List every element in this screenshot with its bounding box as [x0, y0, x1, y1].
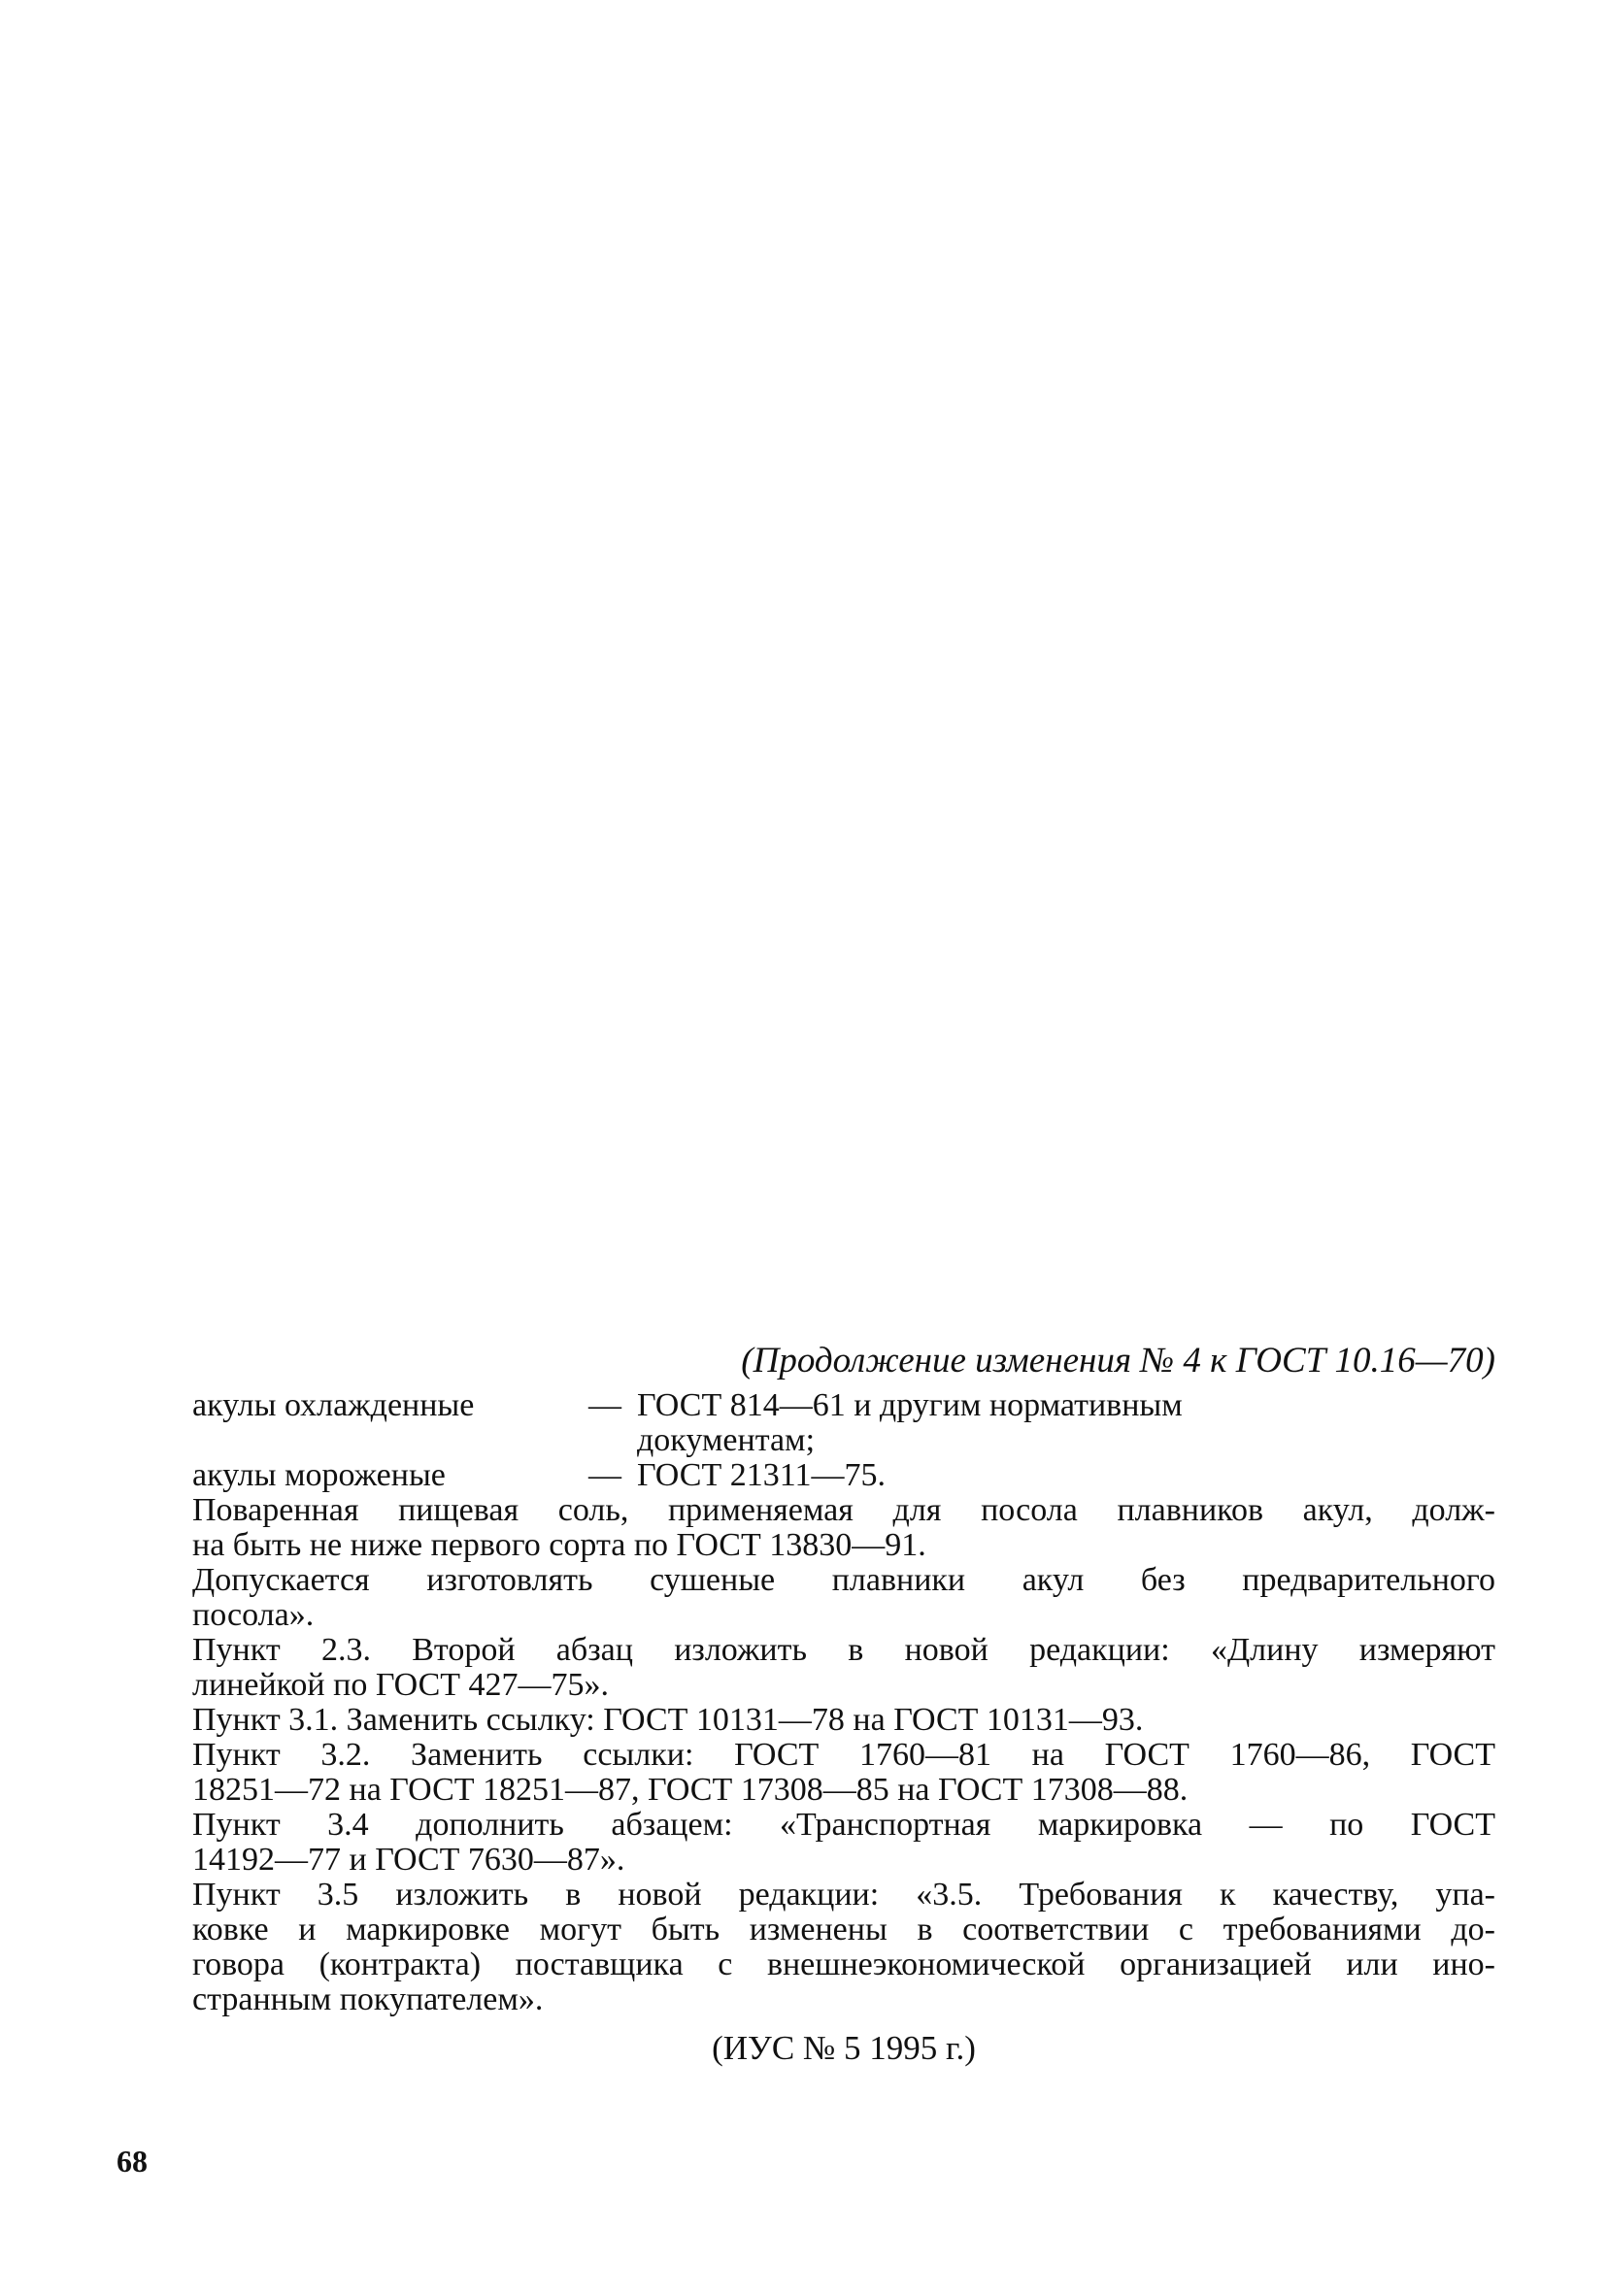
definition-description — [637, 1458, 1495, 1493]
paragraph-line: Пункт 3.1. Заменить ссылку: ГОСТ 10131—78 на ГОСТ 10131—93. — [192, 1702, 1144, 1738]
definition-description-line: ГОСТ 814—61 и другим нормативным — [637, 1387, 1183, 1423]
definition-dash: — — [588, 1387, 621, 1423]
paragraph-clause-3-4 — [192, 1808, 1495, 1878]
paragraph-line: линейкой по ГОСТ 427—75». — [192, 1667, 610, 1703]
paragraph-line: Поваренная пищевая соль, применяемая для посола плавников акул, долж- — [192, 1492, 1495, 1528]
source-reference: (ИУС № 5 1995 г.) — [712, 2029, 976, 2067]
continuation-header: (Продолжение изменения № 4 к ГОСТ 10.16—70) — [741, 1341, 1495, 1381]
paragraph-line: 14192—77 и ГОСТ 7630—87». — [192, 1842, 625, 1878]
page-number: 68 — [117, 2144, 148, 2179]
paragraph-line: Допускается изготовлять сушеные плавники акул без предварительного — [192, 1562, 1495, 1598]
paragraph-line: говора (контракта) поставщика с внешнеэкономической организацией или ино- — [192, 1947, 1495, 1982]
paragraph-clause-3-2 — [192, 1738, 1495, 1808]
definition-term: акулы мороженые — [192, 1457, 446, 1493]
definition-description — [637, 1388, 1495, 1458]
paragraph-line: Пункт 3.2. Заменить ссылки: ГОСТ 1760—81 на ГОСТ 1760—86, ГОСТ — [192, 1737, 1495, 1773]
definition-dash: — — [588, 1457, 621, 1493]
definition-description-line: ГОСТ 21311—75. — [637, 1457, 886, 1493]
paragraph-clause-3-5 — [192, 1878, 1495, 2017]
definition-row — [192, 1458, 1495, 1493]
paragraph-salt — [192, 1493, 1495, 1563]
paragraph-line: Пункт 3.5 изложить в новой редакции: «3.5. Требования к качеству, упа- — [192, 1877, 1495, 1913]
paragraph-clause-2-3 — [192, 1633, 1495, 1703]
paragraph-line: ковке и маркировке могут быть изменены в соответствии с требованиями до- — [192, 1912, 1495, 1947]
paragraph-line: 18251—72 на ГОСТ 18251—87, ГОСТ 17308—85 на ГОСТ 17308—88. — [192, 1772, 1189, 1808]
paragraph-line: на быть не ниже первого сорта по ГОСТ 13830—91. — [192, 1527, 926, 1563]
paragraph-clause-3-1 — [192, 1703, 1495, 1738]
paragraph-line: Пункт 2.3. Второй абзац изложить в новой редакции: «Длину измеряют — [192, 1632, 1495, 1668]
paragraph-line: странным покупателем». — [192, 1981, 544, 2017]
amendment-text-block — [192, 1340, 1495, 2066]
definition-term: акулы охлажденные — [192, 1387, 475, 1423]
paragraph-line: посола». — [192, 1597, 315, 1633]
definition-description-line: документам; — [637, 1422, 816, 1458]
definition-row — [192, 1388, 1495, 1458]
paragraph-line: Пункт 3.4 дополнить абзацем: «Транспортная маркировка — по ГОСТ — [192, 1807, 1495, 1843]
paragraph-drying — [192, 1563, 1495, 1633]
